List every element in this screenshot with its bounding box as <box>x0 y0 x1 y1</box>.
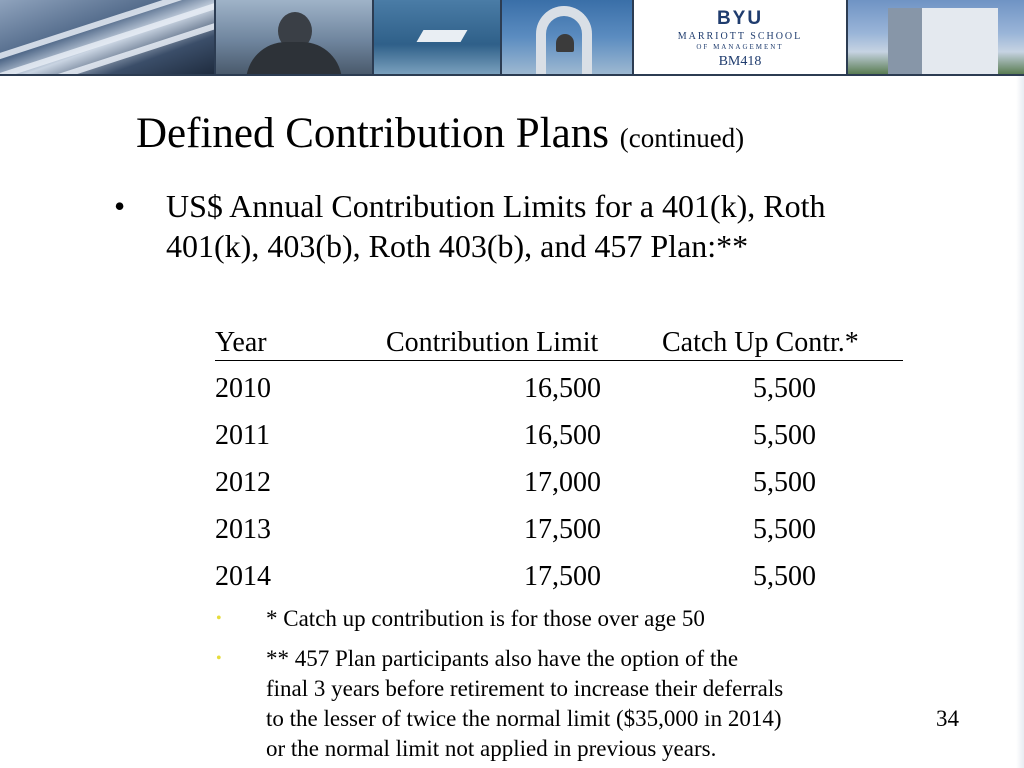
logo-management: OF MANAGEMENT <box>696 43 784 51</box>
slide-title-main: Defined Contribution Plans <box>136 110 609 157</box>
cell-year: 2014 <box>215 561 271 592</box>
main-bullet-text: US$ Annual Contribution Limits for a 401(k), Roth 401(k), 403(b), Roth 403(b), and 457 Plan:** <box>166 188 826 264</box>
footnote-catch-up: * Catch up contribution is for those over age 50 <box>266 606 705 631</box>
banner-photo-glass-building <box>0 0 214 74</box>
footnote-457-line2: final 3 years before retirement to increase their deferrals <box>266 676 784 701</box>
sub-bullet-marker: • <box>216 650 222 667</box>
slide-edge <box>1016 76 1024 768</box>
cell-year: 2010 <box>215 373 271 404</box>
slide-title <box>136 108 744 164</box>
cell-limit: 17,500 <box>524 514 601 545</box>
page-number: 34 <box>936 706 959 731</box>
cell-catch-up: 5,500 <box>753 373 816 404</box>
cell-year: 2013 <box>215 514 271 545</box>
cell-year: 2011 <box>215 420 270 451</box>
cell-catch-up: 5,500 <box>753 561 816 592</box>
banner-photo-building <box>848 0 1024 74</box>
cell-limit: 17,500 <box>524 561 601 592</box>
cell-limit: 16,500 <box>524 373 601 404</box>
logo-school: MARRIOTT SCHOOL <box>677 31 803 42</box>
header-year: Year <box>215 327 267 358</box>
footnote-457-line1: ** 457 Plan participants also have the option of the <box>266 646 739 671</box>
cell-catch-up: 5,500 <box>753 514 816 545</box>
footnote-457-line4: or the normal limit not applied in previous years. <box>266 736 717 761</box>
footnote-457-line3: to the lesser of twice the normal limit ($35,000 in 2014) <box>266 706 782 731</box>
course-code: BM418 <box>718 54 762 69</box>
sub-bullet-marker: • <box>216 610 222 627</box>
cell-catch-up: 5,500 <box>753 420 816 451</box>
banner-photo-y-mountain <box>374 0 500 74</box>
slide-title-suffix: (continued) <box>619 123 745 153</box>
bullet-marker: • <box>114 188 126 224</box>
header-contribution-limit: Contribution Limit <box>386 327 599 358</box>
table-header <box>215 326 903 361</box>
banner-photo-bell-tower <box>502 0 632 74</box>
cell-limit: 17,000 <box>524 467 601 498</box>
cell-limit: 16,500 <box>524 420 601 451</box>
header-banner <box>0 0 1024 76</box>
banner-photo-statue <box>216 0 372 74</box>
cell-catch-up: 5,500 <box>753 467 816 498</box>
header-catch-up: Catch Up Contr.* <box>662 327 859 358</box>
byu-logo <box>634 0 846 74</box>
logo-byu: BYU <box>716 8 764 29</box>
cell-year: 2012 <box>215 467 271 498</box>
